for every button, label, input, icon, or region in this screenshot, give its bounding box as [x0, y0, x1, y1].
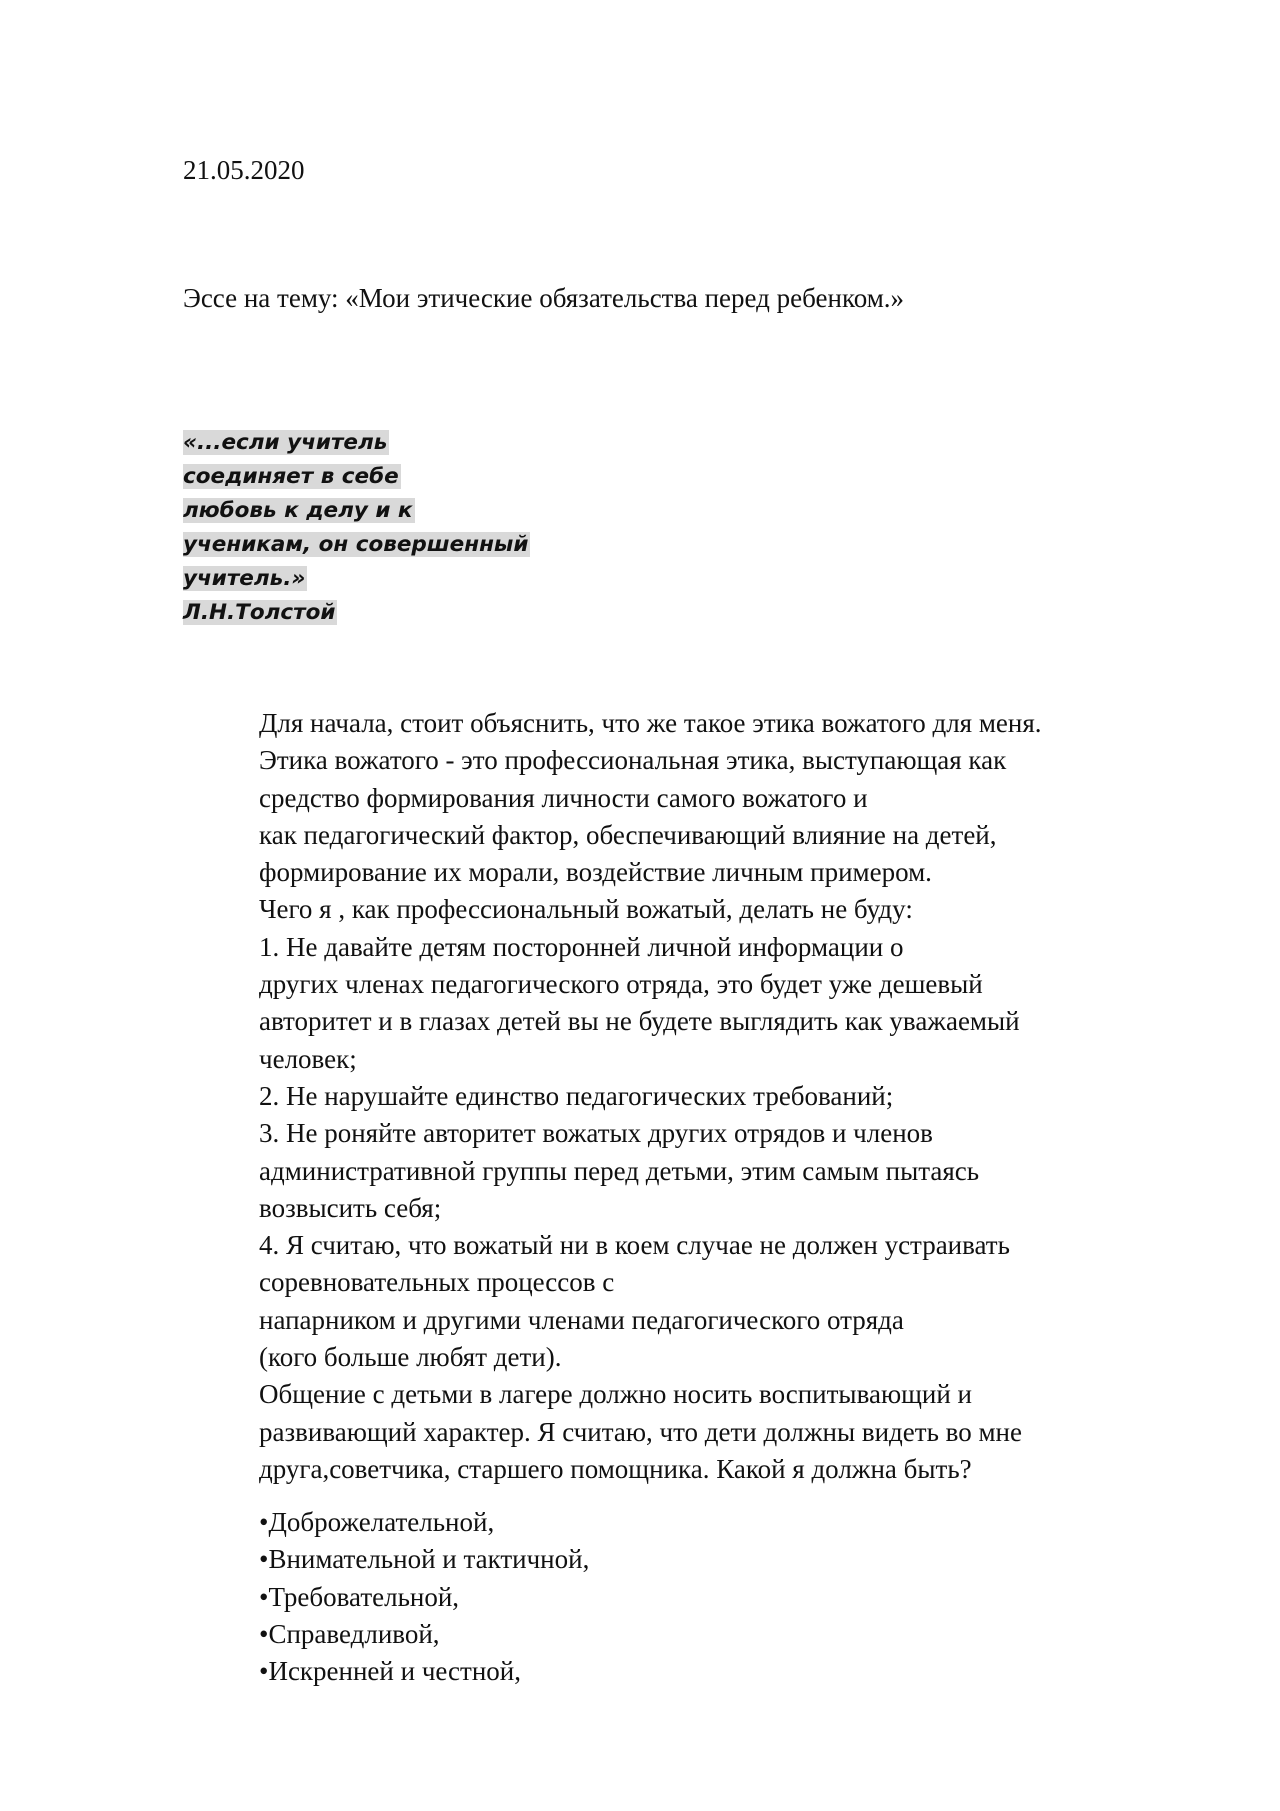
body-line: как педагогический фактор, обеспечивающий влияние на детей,: [259, 819, 997, 850]
body-line: средство формирования личности самого вожатого и: [259, 782, 868, 813]
body-line: Чего я , как профессиональный вожатый, делать не буду:: [259, 894, 913, 925]
epigraph-author: Л.Н.Толстой: [183, 600, 336, 625]
epigraph-line: «...если учитель: [183, 430, 388, 455]
body-line: Этика вожатого - это профессиональная этика, выступающая как: [259, 745, 1007, 776]
essay-title: Эссе на тему: «Мои этические обязательства перед ребенком.»: [183, 283, 905, 313]
essay-body: [259, 705, 1259, 1488]
list-item: •Доброжелательной,: [259, 1507, 495, 1537]
body-line: административной группы перед детьми, этим самым пытаясь: [259, 1155, 980, 1186]
list-item: •Требовательной,: [259, 1581, 460, 1612]
body-line: 3. Не роняйте авторитет вожатых других отрядов и членов: [259, 1118, 933, 1149]
document-date: 21.05.2020: [183, 155, 305, 185]
body-line: Для начала, стоит объяснить, что же такое этика вожатого для меня.: [259, 708, 1042, 738]
body-line: соревновательных процессов с: [259, 1267, 615, 1298]
body-line: 2. Не нарушайте единство педагогических требований;: [259, 1080, 894, 1111]
epigraph-line: соединяет в себе: [183, 464, 399, 489]
list-item: •Искренней и честной,: [259, 1656, 521, 1687]
body-line: формирование их морали, воздействие личным примером.: [259, 857, 932, 888]
body-line: (кого больше любят дети).: [259, 1342, 562, 1373]
epigraph: [183, 426, 530, 630]
body-line: напарником и другими членами педагогического отряда: [259, 1304, 904, 1335]
body-line: 1. Не давайте детям посторонней личной информации о: [259, 931, 904, 962]
list-item: •Справедливой,: [259, 1618, 440, 1649]
body-line: возвысить себя;: [259, 1192, 442, 1223]
body-line: друга,советчика, старшего помощника. Какой я должна быть?: [259, 1453, 972, 1484]
body-line: 4. Я считаю, что вожатый ни в коем случае не должен устраивать: [259, 1230, 1010, 1261]
body-line: развивающий характер. Я считаю, что дети должны видеть во мне: [259, 1416, 1022, 1447]
list-item: •Внимательной и тактичной,: [259, 1544, 590, 1575]
body-line: других членах педагогического отряда, это будет уже дешевый: [259, 969, 983, 1000]
body-line: авторитет и в глазах детей вы не будете выглядить как уважаемый: [259, 1006, 1020, 1037]
qualities-list: [259, 1504, 589, 1690]
epigraph-line: любовь к делу и к: [183, 498, 413, 523]
body-line: человек;: [259, 1043, 357, 1074]
body-line: Общение с детьми в лагере должно носить воспитывающий и: [259, 1379, 973, 1410]
epigraph-line: ученикам, он совершенный: [183, 532, 529, 557]
epigraph-line: учитель.»: [183, 566, 306, 591]
